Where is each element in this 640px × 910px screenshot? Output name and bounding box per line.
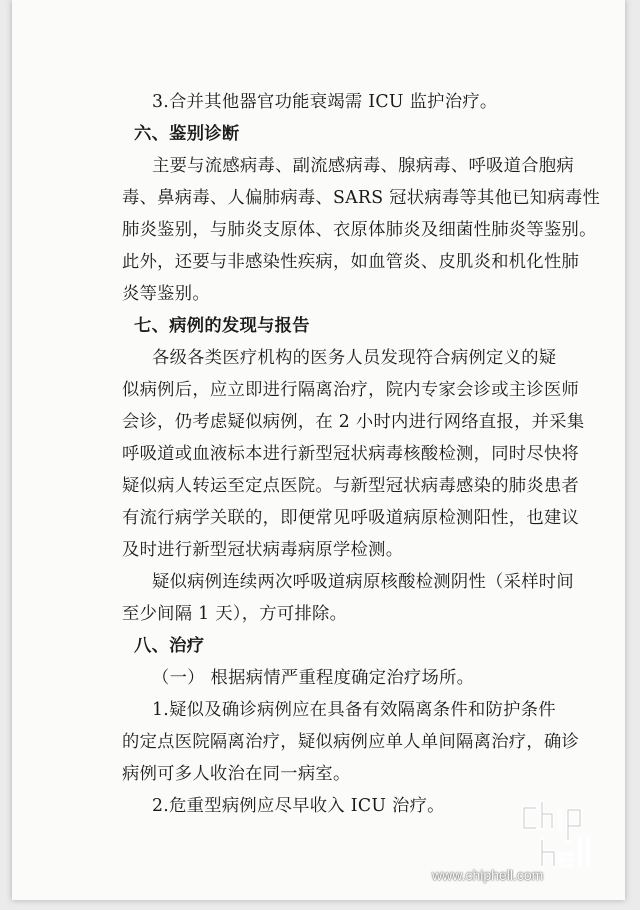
- text-line: 会诊，仍考虑疑似病例，在 2 小时内进行网络直报，并采集: [122, 412, 585, 432]
- text-line: 及时进行新型冠状病毒病原学检测。: [122, 540, 404, 560]
- watermark-url: www.chiphell.com: [432, 867, 544, 883]
- text-line: 疑似病例连续两次呼吸道病原核酸检测阴性（采样时间: [152, 572, 574, 592]
- text-line: 炎等鉴别。: [122, 284, 210, 304]
- text-line: 各级各类医疗机构的医务人员发现符合病例定义的疑: [152, 348, 557, 368]
- text-line: 的定点医院隔离治疗，疑似病例应单人单间隔离治疗，确诊: [122, 732, 580, 752]
- section-heading-8: 八、治疗: [134, 636, 205, 656]
- text-line: 似病例后，应立即进行隔离治疗，院内专家会诊或主诊医师: [122, 380, 580, 400]
- section-heading-7: 七、病例的发现与报告: [134, 316, 310, 336]
- text-line: 有流行病学关联的，即便常见呼吸道病原检测阳性，也建议: [122, 508, 580, 528]
- text-line: 毒、鼻病毒、人偏肺病毒、SARS 冠状病毒等其他已知病毒性: [122, 188, 601, 208]
- chiphell-logo-watermark: [516, 800, 626, 910]
- text-line: 2.危重型病例应尽早收入 ICU 治疗。: [152, 796, 445, 816]
- text-line: 肺炎鉴别，与肺炎支原体、衣原体肺炎及细菌性肺炎等鉴别。: [122, 220, 597, 240]
- text-line: 3.合并其他器官功能衰竭需 ICU 监护治疗。: [152, 92, 498, 112]
- text-line: 1.疑似及确诊病例应在具备有效隔离条件和防护条件: [152, 700, 556, 720]
- text-line: 此外，还要与非感染性疾病，如血管炎、皮肌炎和机化性肺: [122, 252, 580, 272]
- text-line: （一） 根据病情严重程度确定治疗场所。: [152, 668, 475, 688]
- text-line: 疑似病人转运至定点医院。与新型冠状病毒感染的肺炎患者: [122, 476, 580, 496]
- text-line: 主要与流感病毒、副流感病毒、腺病毒、呼吸道合胞病: [152, 156, 574, 176]
- section-heading-6: 六、鉴别诊断: [134, 124, 240, 144]
- text-line: 病例可多人收治在同一病室。: [122, 764, 351, 784]
- text-line: 至少间隔 1 天），方可排除。: [122, 604, 348, 624]
- text-line: 呼吸道或血液标本进行新型冠状病毒核酸检测，同时尽快将: [122, 444, 580, 464]
